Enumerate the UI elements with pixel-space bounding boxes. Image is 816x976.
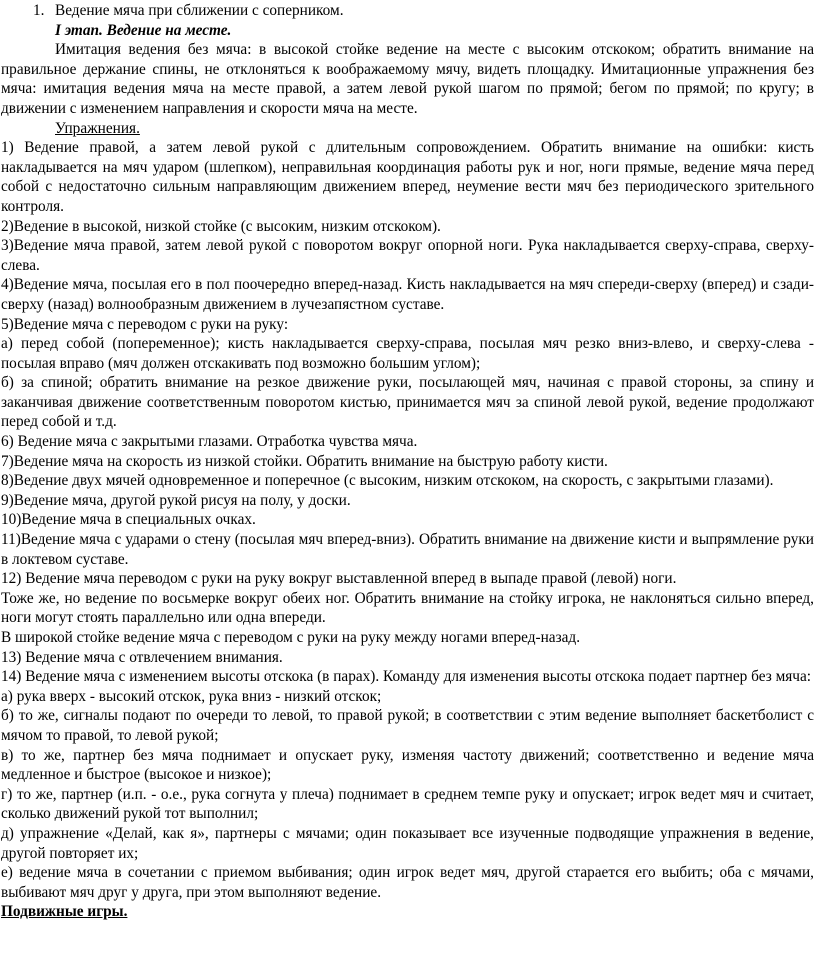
- paragraph-14d: г) то же, партнер (и.п. - о.е., рука согнута у плеча) поднимает в среднем темпе руку и опускает; игрок ведет мяч и считает, сколько движений рукой тот выполнил;: [1, 785, 814, 823]
- paragraph-9: 9)Ведение мяча, другой рукой рисуя на полу, у доски.: [1, 491, 351, 509]
- paragraph-14f: е) ведение мяча в сочетании с приемом выбивания; один игрок ведет мяч, другой старается его выбить; оба с мячами, выбивают мяч друг у друга, при этом выполняют ведение.: [1, 864, 814, 901]
- paragraph-5a: а) перед собой (попеременное); кисть накладывается сверху-справа, посылая мяч резко вниз-влево, и сверху-слева - посылая вправо (мяч должен отскакивать под возможно большим углом);: [1, 335, 814, 372]
- paragraph-12: 12) Ведение мяча переводом с руки на руку вокруг выставленной вперед в выпаде правой (левой) ноги.: [1, 570, 677, 588]
- paragraph-7: 7)Ведение мяча на скорость из низкой стойки. Обратить внимание на быструю работу кисти.: [1, 452, 608, 470]
- paragraph-3: 3)Ведение мяча правой, затем левой рукой с поворотом вокруг опорной ноги. Рука накладывается сверху-справа, сверху-слева.: [1, 237, 814, 274]
- paragraph-14: 14) Ведение мяча с изменением высоты отскока (в парах). Команду для изменения высоты отскока подает партнер без мяча:: [1, 668, 812, 686]
- paragraph-4: 4)Ведение мяча, посылая его в пол поочередно вперед-назад. Кисть накладывается на мяч спереди-сверху (вперед) и сзади-сверху (назад) волнообразным движением в лучезапястном суставе.: [1, 276, 814, 313]
- paragraph-10: 10)Ведение мяча в специальных очках.: [1, 511, 256, 529]
- paragraph-8: 8)Ведение двух мячей одновременное и поперечное (с высоким, низким отскоком, на скорость, с закрытыми глазами).: [1, 472, 774, 490]
- paragraph-14a: а) рука вверх - высокий отскок, рука вниз - низкий отскок;: [1, 687, 382, 705]
- paragraph-11: 11)Ведение мяча с ударами о стену (посылая мяч вперед-вниз). Обратить внимание на движение кисти и выпрямление руки в локтевом суставе.: [1, 531, 814, 568]
- paragraph-5b: б) за спиной; обратить внимание на резкое движение руки, посылающей мяч, начиная с правой стороны, за спину и заканчивая движение соответственным поворотом кистью, принимается мяч за спиной левой рукой, ведение продолжают перед собой и т.д.: [1, 374, 814, 431]
- heading-number: 1.: [33, 2, 45, 19]
- exercises-title: Упражнения.: [55, 119, 140, 137]
- section-heading: [1, 1, 814, 21]
- heading-text: Ведение мяча при сближении с соперником.: [55, 2, 344, 19]
- paragraph-2: 2)Ведение в высокой, низкой стойке (с высоким, низким отскоком).: [1, 217, 441, 235]
- paragraph-6: 6) Ведение мяча с закрытыми глазами. Отработка чувства мяча.: [1, 433, 418, 451]
- paragraph-1: 1) Ведение правой, а затем левой рукой с длительным сопровождением. Обратить внимание на ошибки: кисть накладывается на мяч ударом (шлепком), неправильная координация работы рук и ног, ноги прямые, ведение мяча перед собой с недостаточно сильным направляющим движением вперед, неумение вести мяч без периодического зрительного контроля.: [1, 139, 814, 215]
- footer-title: Подвижные игры.: [1, 903, 128, 921]
- paragraph-12-variant-2: В широкой стойке ведение мяча с переводом с руки на руку между ногами вперед-назад.: [1, 629, 581, 646]
- paragraph-13: 13) Ведение мяча с отвлечением внимания.: [1, 648, 283, 666]
- stage-title: I этап. Ведение на месте.: [55, 21, 232, 39]
- intro-paragraph: Имитация ведения без мяча: в высокой стойке ведение на месте с высоким отскоком; обратить внимание на правильное держание спины, не отклоняться к воображаемому мячу, видеть площадку. Имитационные упражнения без мяча: имитация ведения мяча на месте правой, а затем левой рукой шагом по прямой; бегом по прямой; по кругу; в движении с изменением направления и скорости мяча на месте.: [1, 41, 814, 117]
- paragraph-12-variant-1: Тоже же, но ведение по восьмерке вокруг обеих ног. Обратить внимание на стойку игрока, не наклоняться сильно вперед, ноги могут стоять параллельно или одна впереди.: [1, 589, 814, 627]
- paragraph-14e: д) упражнение «Делай, как я», партнеры с мячами; один показывает все изученные подводящие упражнения в ведение, другой повторяет их;: [1, 824, 814, 862]
- paragraph-14c: в) то же, партнер без мяча поднимает и опускает руку, изменяя частоту движений; соответственно и ведение мяча медленное и быстрое (высокое и низкое);: [1, 746, 814, 784]
- paragraph-5: 5)Ведение мяча с переводом с руки на руку:: [1, 315, 289, 333]
- paragraph-14b: б) то же, сигналы подают по очереди то левой, то правой рукой; в соответствии с этим ведение выполняет баскетболист с мячом то правой, то левой рукой;: [1, 707, 814, 744]
